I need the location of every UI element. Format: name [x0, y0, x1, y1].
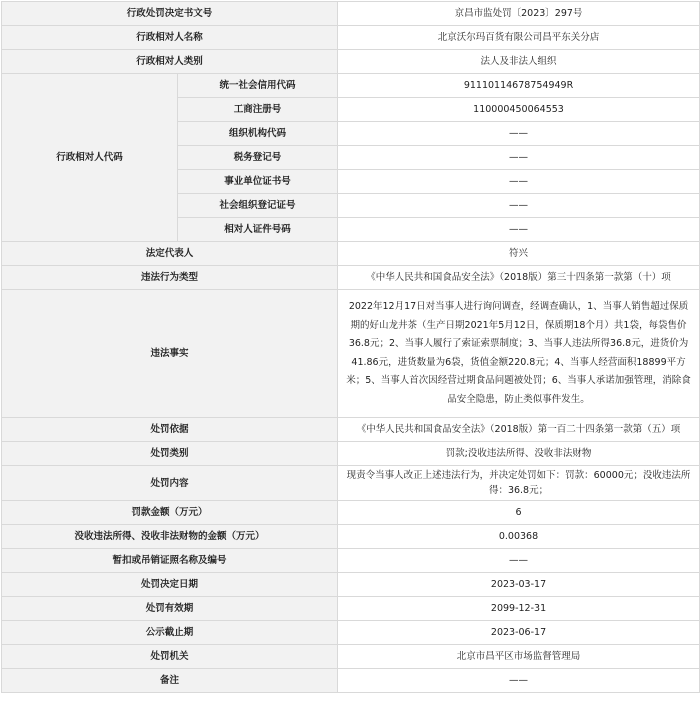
row-license-suspended: [2, 549, 700, 573]
party-id-no-value: ——: [338, 218, 700, 242]
row-credit-code: [2, 74, 700, 98]
penalty-content-value: 现责令当事人改正上述违法行为，并决定处罚如下：罚款：60000元；没收违法所得：36.8元；: [338, 466, 700, 501]
row-valid-until: [2, 597, 700, 621]
business-reg-no-value: 110000450064553: [338, 98, 700, 122]
row-remarks: [2, 669, 700, 693]
institution-cert-no-value: ——: [338, 170, 700, 194]
penalty-category-value: 罚款;没收违法所得、没收非法财物: [338, 442, 700, 466]
decision-no-value: 京昌市监处罚〔2023〕297号: [338, 2, 700, 26]
license-suspended-value: ——: [338, 549, 700, 573]
row-authority: [2, 645, 700, 669]
social-org-reg-no-label: 社会组织登记证号: [178, 194, 338, 218]
row-confiscated-amount: [2, 525, 700, 549]
remarks-value: ——: [338, 669, 700, 693]
tax-reg-no-value: ——: [338, 146, 700, 170]
party-name-label: 行政相对人名称: [2, 26, 338, 50]
penalty-basis-label: 处罚依据: [2, 418, 338, 442]
row-decision-no: [2, 2, 700, 26]
publish-deadline-label: 公示截止期: [2, 621, 338, 645]
authority-label: 处罚机关: [2, 645, 338, 669]
business-reg-no-label: 工商注册号: [178, 98, 338, 122]
valid-until-value: 2099-12-31: [338, 597, 700, 621]
authority-value: 北京市昌平区市场监督管理局: [338, 645, 700, 669]
fine-amount-label: 罚款金额（万元）: [2, 501, 338, 525]
row-violation-type: [2, 266, 700, 290]
row-decision-date: [2, 573, 700, 597]
row-penalty-category: [2, 442, 700, 466]
credit-code-value: 91110114678754949R: [338, 74, 700, 98]
credit-code-label: 统一社会信用代码: [178, 74, 338, 98]
row-violation-facts: [2, 290, 700, 418]
party-type-value: 法人及非法人组织: [338, 50, 700, 74]
decision-no-label: 行政处罚决定书文号: [2, 2, 338, 26]
legal-rep-value: 符兴: [338, 242, 700, 266]
legal-rep-label: 法定代表人: [2, 242, 338, 266]
institution-cert-no-label: 事业单位证书号: [178, 170, 338, 194]
tax-reg-no-label: 税务登记号: [178, 146, 338, 170]
party-id-no-label: 相对人证件号码: [178, 218, 338, 242]
remarks-label: 备注: [2, 669, 338, 693]
violation-type-label: 违法行为类型: [2, 266, 338, 290]
penalty-category-label: 处罚类别: [2, 442, 338, 466]
row-party-name: [2, 26, 700, 50]
row-penalty-content: [2, 466, 700, 501]
row-party-type: [2, 50, 700, 74]
violation-type-value: 《中华人民共和国食品安全法》（2018版）第三十四条第一款第（十）项: [338, 266, 700, 290]
social-org-reg-no-value: ——: [338, 194, 700, 218]
fine-amount-value: 6: [338, 501, 700, 525]
org-code-value: ——: [338, 122, 700, 146]
decision-date-label: 处罚决定日期: [2, 573, 338, 597]
row-legal-rep: [2, 242, 700, 266]
publish-deadline-value: 2023-06-17: [338, 621, 700, 645]
violation-facts-value: 2022年12月17日对当事人进行询问调查，经调查确认，1、当事人销售超过保质期的好山龙井茶（生产日期2021年5月12日，保质期18个月）共1袋，每袋售价36.8元；2、当事人履行了索证索票制度；3、当事人违法所得36.8元，进货价为41.86元，进货数量为6袋，货值金额220.8元；4、当事人经营面积18899平方米；5、当事人首次因经营过期食品问题被处罚；6、当事人承诺加强管理，消除食品安全隐患，防止类似事件发生。: [338, 290, 700, 418]
confiscated-amount-value: 0.00368: [338, 525, 700, 549]
confiscated-amount-label: 没收违法所得、没收非法财物的金额（万元）: [2, 525, 338, 549]
penalty-content-label: 处罚内容: [2, 466, 338, 501]
decision-date-value: 2023-03-17: [338, 573, 700, 597]
valid-until-label: 处罚有效期: [2, 597, 338, 621]
violation-facts-label: 违法事实: [2, 290, 338, 418]
org-code-label: 组织机构代码: [178, 122, 338, 146]
penalty-info-table: [1, 1, 700, 693]
row-fine-amount: [2, 501, 700, 525]
party-name-value: 北京沃尔玛百货有限公司昌平东关分店: [338, 26, 700, 50]
license-suspended-label: 暂扣或吊销证照名称及编号: [2, 549, 338, 573]
row-publish-deadline: [2, 621, 700, 645]
party-type-label: 行政相对人类别: [2, 50, 338, 74]
penalty-basis-value: 《中华人民共和国食品安全法》（2018版）第一百二十四条第一款第（五）项: [338, 418, 700, 442]
row-penalty-basis: [2, 418, 700, 442]
party-code-label: 行政相对人代码: [2, 74, 178, 242]
